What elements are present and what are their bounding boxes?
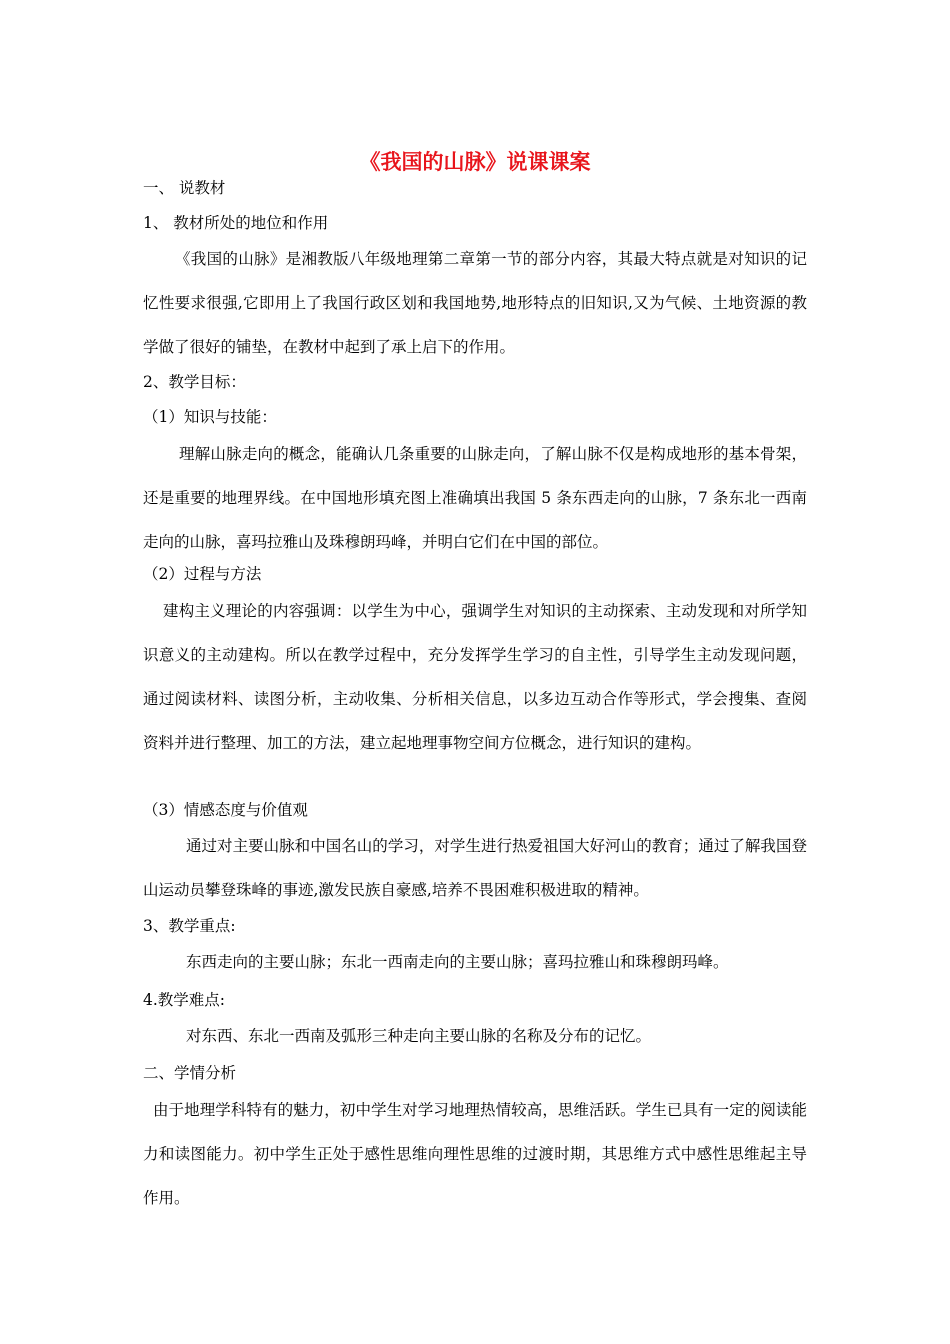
section-heading-student-analysis: 二、学情分析 bbox=[143, 1064, 237, 1082]
paragraph-difficulties: 对东西、东北一西南及弧形三种走向主要山脉的名称及分布的记忆。 bbox=[186, 1027, 652, 1045]
heading-emotion-values: （3）情感态度与价值观 bbox=[143, 801, 308, 819]
heading-key-points: 3、教学重点: bbox=[143, 917, 236, 935]
paragraph-process-method: 建构主义理论的内容强调：以学生为中心，强调学生对知识的主动探索、主动发现和对所学知识意义的主动建构。所以在教学过程中，充分发挥学生学习的自主性，引导学生主动发现问题，通过阅读材料、读图分析，主动收集、分析相关信息，以多边互动合作等形式，学会搜集、查阅资料并进行整理、加工的方法，建立起地理事物空间方位概念，进行知识的建构。 bbox=[143, 602, 807, 752]
paragraph-knowledge-skills: 理解山脉走向的概念，能确认几条重要的山脉走向，了解山脉不仅是构成地形的基本骨架，还是重要的地理界线。在中国地形填充图上准确填出我国 5 条东西走向的山脉，7 条东北一西南走向的山脉，喜玛拉雅山及珠穆朗玛峰，并明白它们在中国的部位。 bbox=[143, 445, 807, 551]
document-title: 《我国的山脉》说课课案 bbox=[359, 149, 591, 174]
heading-difficulties: 4.教学难点: bbox=[143, 991, 226, 1009]
paragraph-position-role: 《我国的山脉》是湘教版八年级地理第二章第一节的部分内容，其最大特点就是对知识的记忆性要求很强,它即用上了我国行政区划和我国地势,地形特点的旧知识,又为气候、土地资源的教学做了很好的铺垫，在教材中起到了承上启下的作用。 bbox=[143, 250, 807, 356]
paragraph-student-analysis: 由于地理学科特有的魅力，初中学生对学习地理热情较高，思维活跃。学生已具有一定的阅读能力和读图能力。初中学生正处于感性思维向理性思维的过渡时期，其思维方式中感性思维起主导作用。 bbox=[143, 1101, 807, 1207]
section-heading-textbook: 一、 说教材 bbox=[143, 179, 226, 197]
heading-knowledge-skills: （1）知识与技能： bbox=[143, 408, 277, 426]
paragraph-emotion-values: 通过对主要山脉和中国名山的学习，对学生进行热爱祖国大好河山的教育；通过了解我国登山运动员攀登珠峰的事迹,激发民族自豪感,培养不畏困难积极进取的精神。 bbox=[143, 837, 807, 899]
heading-process-method: （2）过程与方法 bbox=[143, 565, 262, 583]
heading-position-role: 1、 教材所处的地位和作用 bbox=[143, 214, 329, 232]
paragraph-key-points: 东西走向的主要山脉；东北一西南走向的主要山脉；喜玛拉雅山和珠穆朗玛峰。 bbox=[186, 953, 729, 971]
heading-teaching-goals: 2、教学目标： bbox=[143, 373, 246, 391]
